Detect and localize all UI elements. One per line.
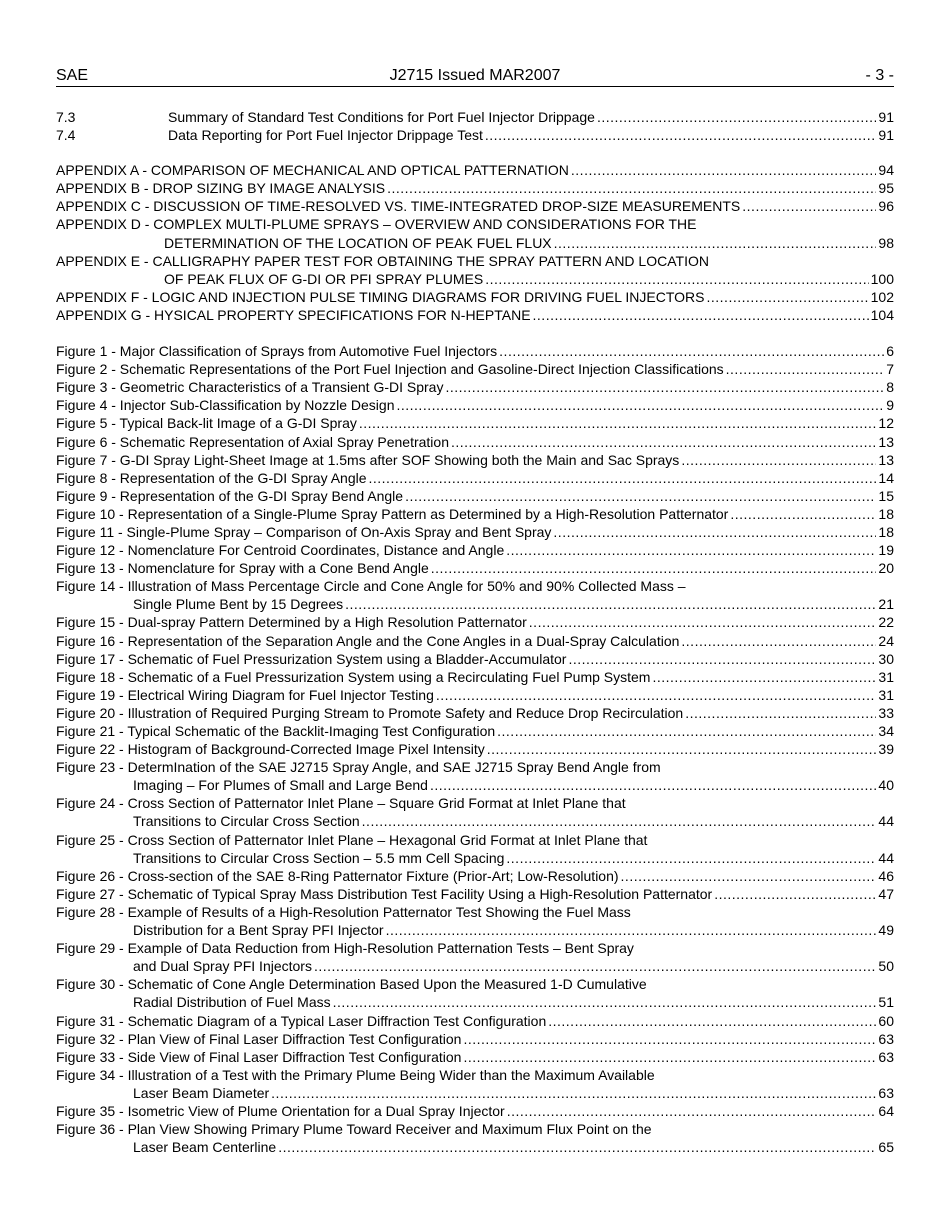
toc-row [56, 1102, 894, 1120]
toc-row [56, 613, 894, 631]
entry-title: APPENDIX A - COMPARISON OF MECHANICAL AND OPTICAL PATTERNATION [56, 162, 569, 179]
toc-row [56, 433, 894, 451]
entry-title: Figure 5 - Typical Back-lit Image of a G-DI Spray [56, 415, 357, 432]
entry-title: Figure 21 - Typical Schematic of the Backlit-Imaging Test Configuration [56, 723, 496, 739]
page-number: 8 [886, 379, 894, 396]
page-number: 15 [878, 487, 894, 504]
entry-title: Summary of Standard Test Conditions for Port Fuel Injector Drippage [168, 109, 595, 125]
toc-row [56, 650, 894, 668]
entry-title: Figure 8 - Representation of the G-DI Spray Angle [56, 469, 367, 486]
dot-leader [387, 179, 876, 197]
toc-entry [56, 126, 894, 144]
toc-entry [56, 668, 894, 686]
toc-entry [56, 108, 894, 126]
dot-leader [463, 1030, 876, 1048]
dot-leader [726, 360, 885, 378]
entry-title: Figure 1 - Major Classification of Sprays from Automotive Fuel Injectors [56, 343, 498, 360]
entry-title: APPENDIX B - DROP SIZING BY IMAGE ANALYSIS [56, 180, 386, 197]
entry-title: APPENDIX E - CALLIGRAPHY PAPER TEST FOR OBTAINING THE SPRAY PATTERN AND LOCATION [56, 252, 709, 269]
toc-entry [56, 469, 894, 487]
toc-row [56, 215, 894, 233]
toc-figures [56, 342, 894, 1156]
entry-title: Figure 10 - Representation of a Single-Plume Spray Pattern as Determined by a High-Resolution Patternator [56, 505, 729, 522]
entry-title: Figure 25 - Cross Section of Patternator Inlet Plane – Hexagonal Grid Format at Inlet Plane that [56, 831, 648, 848]
dot-leader [714, 885, 876, 903]
toc-row [56, 414, 894, 432]
entry-title-continued: Distribution for a Bent Spray PFI Injector [133, 922, 384, 939]
dot-leader [345, 595, 876, 613]
dot-leader [369, 469, 877, 487]
toc-row [56, 342, 894, 360]
toc-row [56, 831, 894, 849]
toc-row [56, 288, 894, 306]
entry-title-continued: Transitions to Circular Cross Section – 5.5 mm Cell Spacing [133, 849, 505, 866]
dot-leader [707, 288, 869, 306]
entry-title: Figure 22 - Histogram of Background-Corrected Image Pixel Intensity [56, 741, 485, 758]
entry-title: Figure 2 - Schematic Representations of the Port Fuel Injection and Gasoline-Direct Injection Classifications [56, 361, 724, 378]
page-number: 91 [878, 109, 894, 125]
entry-title: Figure 31 - Schematic Diagram of a Typical Laser Diffraction Test Configuration [56, 1012, 547, 1029]
dot-leader [499, 342, 884, 360]
toc-entry [56, 433, 894, 451]
page-number: 24 [878, 632, 894, 649]
entry-title-continued: Transitions to Circular Cross Section [133, 813, 360, 830]
page-number: 33 [878, 704, 894, 721]
page-number: 6 [886, 343, 894, 360]
dot-leader [333, 993, 877, 1011]
toc-row [56, 885, 894, 903]
toc-entry [56, 541, 894, 559]
entry-title: Figure 15 - Dual-spray Pattern Determined by a High Resolution Patternator [56, 614, 527, 631]
page-number: 18 [878, 523, 894, 540]
toc-row-continued [56, 234, 894, 252]
page-number: 18 [878, 505, 894, 522]
page-number: 104 [870, 306, 894, 323]
dot-leader [507, 1102, 877, 1120]
page-number: 12 [878, 415, 894, 432]
toc-entry [56, 831, 894, 867]
entry-title: Figure 19 - Electrical Wiring Diagram for Fuel Injector Testing [56, 686, 434, 703]
page-number: 21 [878, 596, 894, 613]
page-number: 91 [878, 127, 894, 144]
entry-title: Figure 14 - Illustration of Mass Percentage Circle and Cone Angle for 50% and 90% Collected Mass – [56, 578, 686, 595]
dot-leader [430, 776, 876, 794]
toc-row [56, 396, 894, 414]
toc-appendices [56, 161, 894, 324]
toc-entry [56, 197, 894, 215]
toc-row-continued [56, 1138, 894, 1156]
entry-title-continued: OF PEAK FLUX OF G-DI OR PFI SPRAY PLUMES [164, 270, 484, 287]
dot-leader [553, 523, 876, 541]
dot-leader [529, 613, 877, 631]
toc-row [56, 722, 894, 740]
dot-leader [487, 740, 877, 758]
toc-entry [56, 758, 894, 794]
toc-row [56, 632, 894, 650]
entry-title: Figure 13 - Nomenclature for Spray with a Cone Bend Angle [56, 560, 429, 577]
toc-entry [56, 306, 894, 324]
page-number: 20 [878, 560, 894, 577]
dot-leader [485, 126, 877, 144]
dot-leader [396, 396, 884, 414]
toc-row-continued [56, 812, 894, 830]
entry-title-continued: Imaging – For Plumes of Small and Large Bend [133, 777, 428, 794]
toc-entry [56, 396, 894, 414]
entry-title: Figure 32 - Plan View of Final Laser Diffraction Test Configuration [56, 1030, 462, 1047]
page-number: 30 [878, 650, 894, 667]
page-number: 96 [878, 198, 894, 215]
toc-entry [56, 867, 894, 885]
entry-title: Figure 34 - Illustration of a Test with the Primary Plume Being Wider than the Maximum Available [56, 1066, 655, 1083]
entry-title: Figure 4 - Injector Sub-Classification by Nozzle Design [56, 397, 395, 414]
toc-entry [56, 487, 894, 505]
dot-leader [362, 812, 877, 830]
toc-row [56, 523, 894, 541]
toc-row [56, 505, 894, 523]
entry-title: APPENDIX F - LOGIC AND INJECTION PULSE TIMING DIAGRAMS FOR DRIVING FUEL INJECTORS [56, 288, 705, 305]
toc-entry [56, 360, 894, 378]
dot-leader [568, 650, 876, 668]
dot-leader [621, 867, 877, 885]
dot-leader [652, 668, 876, 686]
page-number: 34 [878, 723, 894, 739]
page-number: 44 [878, 849, 894, 866]
entry-title: Figure 7 - G-DI Spray Light-Sheet Image at 1.5ms after SOF Showing both the Main and Sac Sprays [56, 451, 680, 468]
toc-row [56, 161, 894, 179]
toc-row [56, 306, 894, 324]
entry-title-continued: Laser Beam Centerline [133, 1139, 277, 1156]
toc-row [56, 1030, 894, 1048]
page-header [56, 66, 894, 87]
page-number: 63 [878, 1084, 894, 1101]
page-number: 63 [878, 1048, 894, 1065]
toc-row [56, 469, 894, 487]
toc-entry [56, 451, 894, 469]
entry-title: Figure 27 - Schematic of Typical Spray Mass Distribution Test Facility Using a High-Resolution Patternator [56, 885, 713, 902]
toc-entry [56, 252, 894, 288]
toc-row [56, 975, 894, 993]
toc-row [56, 939, 894, 957]
page-number: 39 [878, 741, 894, 758]
toc-entry [56, 632, 894, 650]
dot-leader [506, 849, 876, 867]
dot-leader [506, 541, 876, 559]
entry-title: Figure 16 - Representation of the Separation Angle and the Cone Angles in a Dual-Spray Calculation [56, 632, 680, 649]
entry-title: Figure 26 - Cross-section of the SAE 8-Ring Patternator Fixture (Prior-Art; Low-Resolution) [56, 867, 619, 884]
page-number: 94 [878, 162, 894, 179]
toc-row [56, 577, 894, 595]
header-document-id: J2715 Issued MAR2007 [389, 67, 561, 84]
entry-title: APPENDIX D - COMPLEX MULTI-PLUME SPRAYS – OVERVIEW AND CONSIDERATIONS FOR THE [56, 216, 697, 233]
entry-title-continued: Laser Beam Diameter [133, 1084, 270, 1101]
page-number: 102 [870, 288, 894, 305]
toc-row-continued [56, 270, 894, 288]
toc-entry [56, 577, 894, 613]
page-number: 49 [878, 922, 894, 939]
entry-title: Figure 28 - Example of Results of a High-Resolution Patternator Test Showing the Fuel Mass [56, 903, 631, 920]
page-number: 44 [878, 813, 894, 830]
toc-entry [56, 342, 894, 360]
page-number: 100 [870, 270, 894, 287]
toc-entry [56, 288, 894, 306]
toc-entry [56, 613, 894, 631]
toc-entry [56, 414, 894, 432]
page-number: 22 [878, 614, 894, 631]
toc-entry [56, 704, 894, 722]
page-number: 31 [878, 686, 894, 703]
toc-row [56, 197, 894, 215]
dot-leader [533, 306, 869, 324]
toc-row [56, 559, 894, 577]
dot-leader [554, 234, 877, 252]
toc-row [56, 1048, 894, 1066]
toc-row-continued [56, 1084, 894, 1102]
page-number: 7 [886, 361, 894, 378]
page-number: 9 [886, 397, 894, 414]
dot-leader [597, 108, 876, 126]
entry-title: Figure 12 - Nomenclature For Centroid Coordinates, Distance and Angle [56, 542, 505, 559]
dot-leader [451, 433, 876, 451]
page-number: 40 [878, 777, 894, 794]
toc-entry [56, 794, 894, 830]
entry-title: Figure 36 - Plan View Showing Primary Plume Toward Receiver and Maximum Flux Point on the [56, 1121, 652, 1138]
toc-row [56, 668, 894, 686]
toc-row [56, 1012, 894, 1030]
dot-leader [445, 378, 884, 396]
document-page [56, 66, 894, 1156]
dot-leader [485, 270, 868, 288]
entry-title: APPENDIX G - HYSICAL PROPERTY SPECIFICATIONS FOR N-HEPTANE [56, 306, 531, 323]
entry-title: Figure 33 - Side View of Final Laser Diffraction Test Configuration [56, 1048, 462, 1065]
toc-entry [56, 885, 894, 903]
page-number: 51 [878, 994, 894, 1011]
page-number: 95 [878, 180, 894, 197]
dot-leader [730, 505, 876, 523]
section-number: 7.3 [56, 109, 76, 125]
header-page-number: - 3 - [865, 67, 894, 84]
toc-row-continued [56, 957, 894, 975]
entry-title: Figure 17 - Schematic of Fuel Pressurization System using a Bladder-Accumulator [56, 650, 567, 667]
toc-row-continued [56, 921, 894, 939]
dot-leader [463, 1048, 876, 1066]
toc-row [56, 903, 894, 921]
entry-title: Figure 6 - Schematic Representation of Axial Spray Penetration [56, 433, 449, 450]
toc-entry [56, 1120, 894, 1156]
entry-title: Figure 18 - Schematic of a Fuel Pressurization System using a Recirculating Fuel Pump System [56, 668, 651, 685]
toc-entry [56, 1030, 894, 1048]
page-number: 65 [878, 1139, 894, 1156]
dot-leader [271, 1084, 876, 1102]
page-number: 60 [878, 1012, 894, 1029]
toc-row [56, 126, 894, 144]
toc-entry [56, 740, 894, 758]
dot-leader [386, 921, 877, 939]
table-of-contents [56, 108, 894, 1156]
toc-row [56, 794, 894, 812]
entry-title-continued: Single Plume Bent by 15 Degrees [133, 596, 344, 613]
entry-title: Data Reporting for Port Fuel Injector Drippage Test [168, 127, 483, 144]
toc-entry [56, 1012, 894, 1030]
dot-leader [405, 487, 876, 505]
page-number: 98 [878, 234, 894, 251]
toc-row [56, 451, 894, 469]
toc-row [56, 252, 894, 270]
dot-leader [681, 451, 876, 469]
page-number: 47 [878, 885, 894, 902]
toc-row [56, 740, 894, 758]
toc-entry [56, 686, 894, 704]
toc-row-continued [56, 993, 894, 1011]
toc-subsections [56, 108, 894, 144]
toc-entry [56, 650, 894, 668]
entry-title: Figure 20 - Illustration of Required Purging Stream to Promote Safety and Reduce Drop Recirculation [56, 704, 684, 721]
dot-leader [314, 957, 876, 975]
entry-title: Figure 30 - Schematic of Cone Angle Determination Based Upon the Measured 1-D Cumulative [56, 976, 647, 993]
entry-title: Figure 24 - Cross Section of Patternator Inlet Plane – Square Grid Format at Inlet Plane that [56, 795, 626, 812]
toc-row [56, 704, 894, 722]
header-publisher: SAE [56, 67, 89, 84]
entry-title: APPENDIX C - DISCUSSION OF TIME-RESOLVED VS. TIME-INTEGRATED DROP-SIZE MEASUREMENTS [56, 198, 741, 215]
toc-entry [56, 975, 894, 1011]
entry-title: Figure 23 - DetermInation of the SAE J2715 Spray Angle, and SAE J2715 Spray Bend Angle from [56, 759, 661, 776]
toc-entry [56, 1048, 894, 1066]
dot-leader [497, 722, 876, 740]
toc-row [56, 378, 894, 396]
entry-title: Figure 11 - Single-Plume Spray – Comparison of On-Axis Spray and Bent Spray [56, 523, 552, 540]
entry-title-continued: DETERMINATION OF THE LOCATION OF PEAK FUEL FLUX [164, 234, 552, 251]
page-number: 19 [878, 542, 894, 559]
section-number: 7.4 [56, 127, 76, 144]
toc-entry [56, 161, 894, 179]
page-number: 13 [878, 433, 894, 450]
toc-row [56, 541, 894, 559]
page-number: 14 [878, 469, 894, 486]
toc-row [56, 360, 894, 378]
page-number: 63 [878, 1030, 894, 1047]
toc-row [56, 108, 894, 126]
toc-row [56, 758, 894, 776]
dot-leader [681, 632, 876, 650]
toc-row-continued [56, 776, 894, 794]
toc-row [56, 1120, 894, 1138]
page-number: 31 [878, 668, 894, 685]
entry-title-continued: Radial Distribution of Fuel Mass [133, 994, 331, 1011]
entry-title-continued: and Dual Spray PFI Injectors [133, 958, 312, 975]
toc-row [56, 1066, 894, 1084]
toc-entry [56, 215, 894, 251]
toc-entry [56, 559, 894, 577]
dot-leader [548, 1012, 876, 1030]
toc-entry [56, 1102, 894, 1120]
toc-entry [56, 939, 894, 975]
toc-entry [56, 505, 894, 523]
toc-row [56, 487, 894, 505]
toc-entry [56, 1066, 894, 1102]
dot-leader [436, 686, 877, 704]
dot-leader [278, 1138, 876, 1156]
toc-row-continued [56, 595, 894, 613]
entry-title: Figure 3 - Geometric Characteristics of a Transient G-DI Spray [56, 379, 444, 396]
toc-entry [56, 523, 894, 541]
dot-leader [685, 704, 876, 722]
toc-entry [56, 903, 894, 939]
page-number: 50 [878, 958, 894, 975]
dot-leader [571, 161, 877, 179]
entry-title: Figure 29 - Example of Data Reduction from High-Resolution Patternation Tests – Bent Spray [56, 940, 634, 957]
toc-row [56, 179, 894, 197]
page-number: 64 [878, 1102, 894, 1119]
entry-title: Figure 9 - Representation of the G-DI Spray Bend Angle [56, 487, 404, 504]
toc-row [56, 686, 894, 704]
dot-leader [742, 197, 876, 215]
dot-leader [431, 559, 877, 577]
toc-row [56, 867, 894, 885]
toc-entry [56, 722, 894, 740]
toc-entry [56, 378, 894, 396]
page-number: 46 [878, 867, 894, 884]
toc-row-continued [56, 849, 894, 867]
dot-leader [359, 414, 877, 432]
entry-title: Figure 35 - Isometric View of Plume Orientation for a Dual Spray Injector [56, 1102, 505, 1119]
page-number: 13 [878, 451, 894, 468]
toc-entry [56, 179, 894, 197]
